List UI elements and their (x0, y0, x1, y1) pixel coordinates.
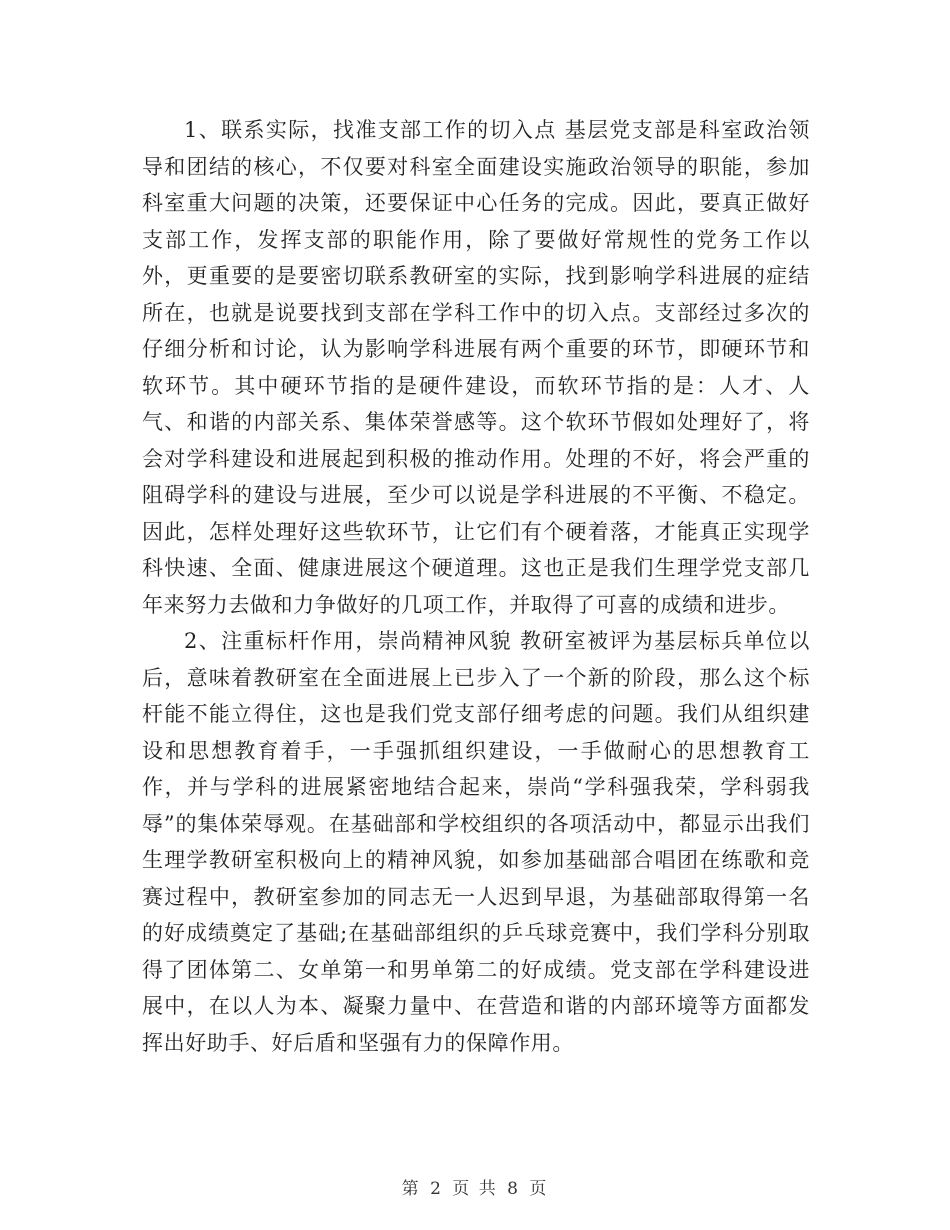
page-footer (0, 1174, 950, 1199)
footer-page-number: 2 (430, 1179, 443, 1199)
document-body (142, 112, 810, 1061)
footer-suffix: 页 (529, 1179, 549, 1199)
footer-prefix: 第 (401, 1179, 421, 1199)
paragraph-2: 2、注重标杆作用，崇尚精神风貌 教研室被评为基层标兵单位以后，意味着教研室在全面进展上已步入了一个新的阶段，那么这个标杆能不能立得住，这也是我们党支部仔细考虑的问题。我们从组织建设和思想教育着手，一手强抓组织建设，一手做耐心的思想教育工作，并与学科的进展紧密地结合起来，崇尚“学科强我荣，学科弱我辱”的集体荣辱观。在基础部和学校组织的各项活动中，都显示出我们生理学教研室积极向上的精神风貌，如参加基础部合唱团在练歌和竞赛过程中，教研室参加的同志无一人迟到早退，为基础部取得第一名的好成绩奠定了基础;在基础部组织的乒乓球竞赛中，我们学科分别取得了团体第二、女单第一和男单第二的好成绩。党支部在学科建设进展中，在以人为本、凝聚力量中、在营造和谐的内部环境等方面都发挥出好助手、好后盾和坚强有力的保障作用。 (142, 629, 810, 1055)
paragraph-1: 1、联系实际，找准支部工作的切入点 基层党支部是科室政治领导和团结的核心，不仅要对科室全面建设实施政治领导的职能，参加科室重大问题的决策，还要保证中心任务的完成。因此，要真正做好支部工作，发挥支部的职能作用，除了要做好常规性的党务工作以外，更重要的是要密切联系教研室的实际，找到影响学科进展的症结所在，也就是说要找到支部在学科工作中的切入点。支部经过多次的仔细分析和讨论，认为影响学科进展有两个重要的环节，即硬环节和软环节。其中硬环节指的是硬件建设，而软环节指的是：人才、人气、和谐的内部关系、集体荣誉感等。这个软环节假如处理好了，将会对学科建设和进展起到积极的推动作用。处理的不好，将会严重的阻碍学科的建设与进展，至少可以说是学科进展的不平衡、不稳定。因此，怎样处理好这些软环节，让它们有个硬着落，才能真正实现学科快速、全面、健康进展这个硬道理。这也正是我们生理学党支部几年来努力去做和力争做好的几项工作，并取得了可喜的成绩和进步。 (142, 118, 810, 617)
footer-total-pages: 8 (507, 1179, 520, 1199)
footer-middle: 页 共 (452, 1179, 498, 1199)
